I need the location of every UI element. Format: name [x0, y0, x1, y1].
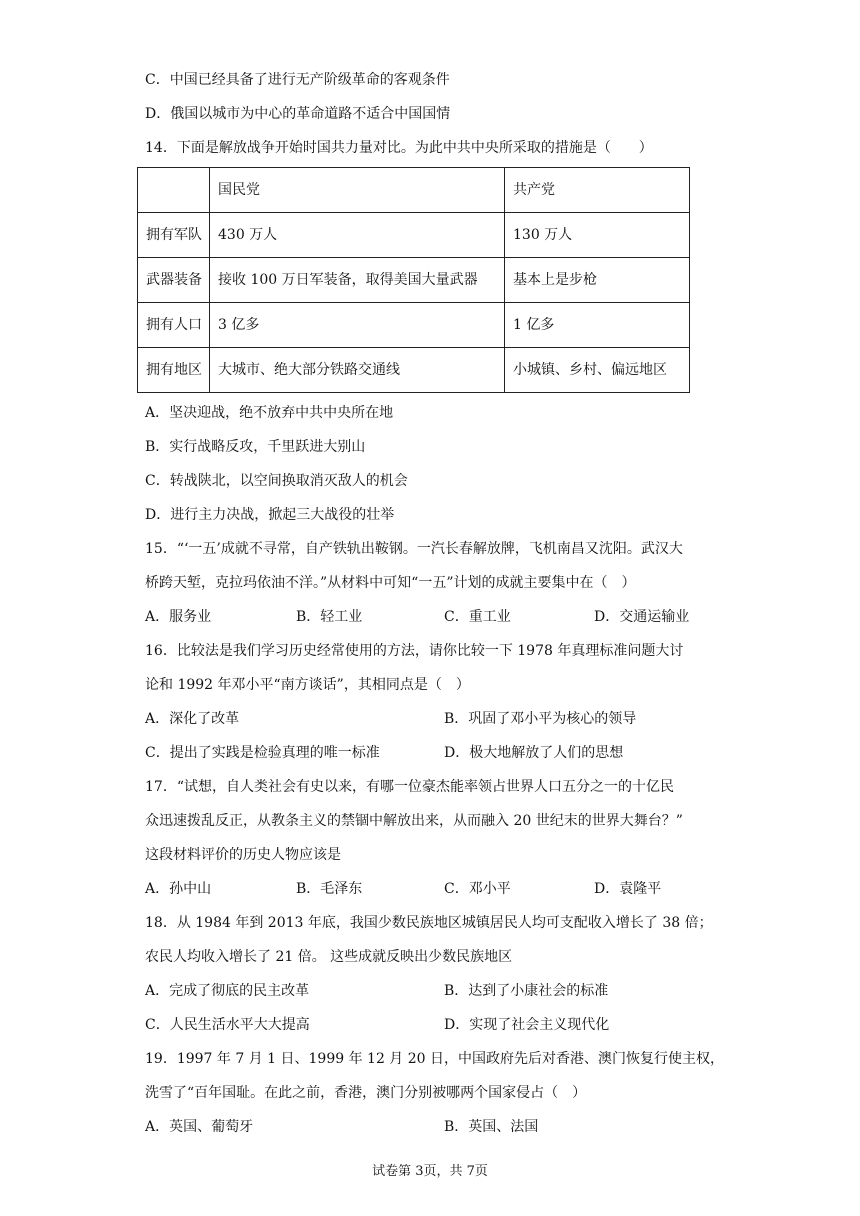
q17-stem-line-3: 这段材料评价的历史人物应该是: [145, 847, 341, 863]
table-row: [138, 213, 690, 258]
q13-option-c: C．中国已经具备了进行无产阶级革命的客观条件: [145, 72, 450, 88]
q19-option-b: B．英国、法国: [444, 1119, 539, 1135]
table-row: [138, 348, 690, 393]
q14-option-c: C．转战陕北，以空间换取消灭敌人的机会: [145, 473, 408, 489]
table-row: [138, 258, 690, 303]
q19-stem-line-2: 洗雪了“百年国耻。在此之前，香港，澳门分别被哪两个国家侵占（ ）: [145, 1085, 587, 1101]
table-cell: 拥有军队: [138, 213, 210, 258]
table-cell: 大城市、绝大部分铁路交通线: [210, 348, 505, 393]
table-row: [138, 303, 690, 348]
q18-option-b: B．达到了小康社会的标准: [444, 983, 609, 999]
table-header-row: [138, 168, 690, 213]
q14-comparison-table: [137, 167, 690, 393]
q18-stem-line-1: 18．从 1984 年到 2013 年底，我国少数民族地区城镇居民人均可支配收入增长了 38 倍；: [145, 915, 713, 931]
q15-stem-line-2: 桥跨天堑，克拉玛依油不洋。”从材料中可知“一五”计划的成就主要集中在（ ）: [145, 575, 636, 591]
q16-option-b: B．巩固了邓小平为核心的领导: [444, 711, 637, 727]
table-cell: 小城镇、乡村、偏远地区: [505, 348, 690, 393]
q14-option-a: A．坚决迎战，绝不放弃中共中央所在地: [145, 405, 394, 421]
q17-stem-line-1: 17．“试想，自人类社会有史以来，有哪一位豪杰能率领占世界人口五分之一的十亿民: [145, 779, 674, 795]
q17-option-d: D．袁隆平: [594, 881, 662, 897]
table-cell: 拥有人口: [138, 303, 210, 348]
table-cell: 拥有地区: [138, 348, 210, 393]
table-cell: 共产党: [505, 168, 690, 213]
q18-option-d: D．实现了社会主义现代化: [444, 1017, 610, 1033]
q18-option-c: C．人民生活水平大大提高: [145, 1017, 310, 1033]
table-cell: 接收 100 万日军装备，取得美国大量武器: [210, 258, 505, 303]
table-cell: 国民党: [210, 168, 505, 213]
q16-option-d: D．极大地解放了人们的思想: [444, 745, 624, 761]
q16-option-c: C．提出了实践是检验真理的唯一标准: [145, 745, 380, 761]
table-cell: 基本上是步枪: [505, 258, 690, 303]
table-cell: 1 亿多: [505, 303, 690, 348]
q17-option-a: A．孙中山: [145, 881, 212, 897]
q14-stem: 14．下面是解放战争开始时国共力量对比。为此中共中央所采取的措施是（ ）: [145, 140, 653, 156]
q16-stem-line-2: 论和 1992 年邓小平“南方谈话”，其相同点是（ ）: [145, 677, 470, 693]
q17-stem-line-2: 众迅速拨乱反正，从教条主义的禁锢中解放出来，从而融入 20 世纪末的世界大舞台？”: [145, 813, 683, 829]
q15-option-b: B．轻工业: [296, 609, 363, 625]
table-cell: [138, 168, 210, 213]
table-cell: 430 万人: [210, 213, 505, 258]
q18-stem-line-2: 农民人均收入增长了 21 倍。 这些成就反映出少数民族地区: [145, 949, 513, 965]
q15-option-c: C．重工业: [444, 609, 511, 625]
table-cell: 武器装备: [138, 258, 210, 303]
q17-option-b: B．毛泽东: [296, 881, 363, 897]
q16-option-a: A．深化了改革: [145, 711, 240, 727]
page-footer: 试卷第 3页，共 7页: [372, 1164, 488, 1179]
q19-stem-line-1: 19．1997 年 7 月 1 日、1999 年 12 月 20 日，中国政府先后对香港、澳门恢复行使主权，: [145, 1051, 725, 1067]
q14-option-b: B．实行战略反攻，千里跃进大别山: [145, 439, 366, 455]
q16-stem-line-1: 16．比较法是我们学习历史经常使用的方法，请你比较一下 1978 年真理标准问题大讨: [145, 643, 684, 659]
q13-option-d: D．俄国以城市为中心的革命道路不适合中国国情: [145, 106, 451, 122]
q17-option-c: C．邓小平: [444, 881, 511, 897]
q19-option-a: A．英国、葡萄牙: [145, 1119, 254, 1135]
table-cell: 3 亿多: [210, 303, 505, 348]
q15-stem-line-1: 15．“‘一五’成就不寻常，自产铁轨出鞍钢。一汽长春解放牌，飞机南昌又沈阳。武汉大: [145, 541, 683, 557]
q14-option-d: D．进行主力决战，掀起三大战役的壮举: [145, 507, 395, 523]
q18-option-a: A．完成了彻底的民主改革: [145, 983, 310, 999]
q15-option-d: D．交通运输业: [594, 609, 690, 625]
q15-option-a: A．服务业: [145, 609, 212, 625]
table-cell: 130 万人: [505, 213, 690, 258]
